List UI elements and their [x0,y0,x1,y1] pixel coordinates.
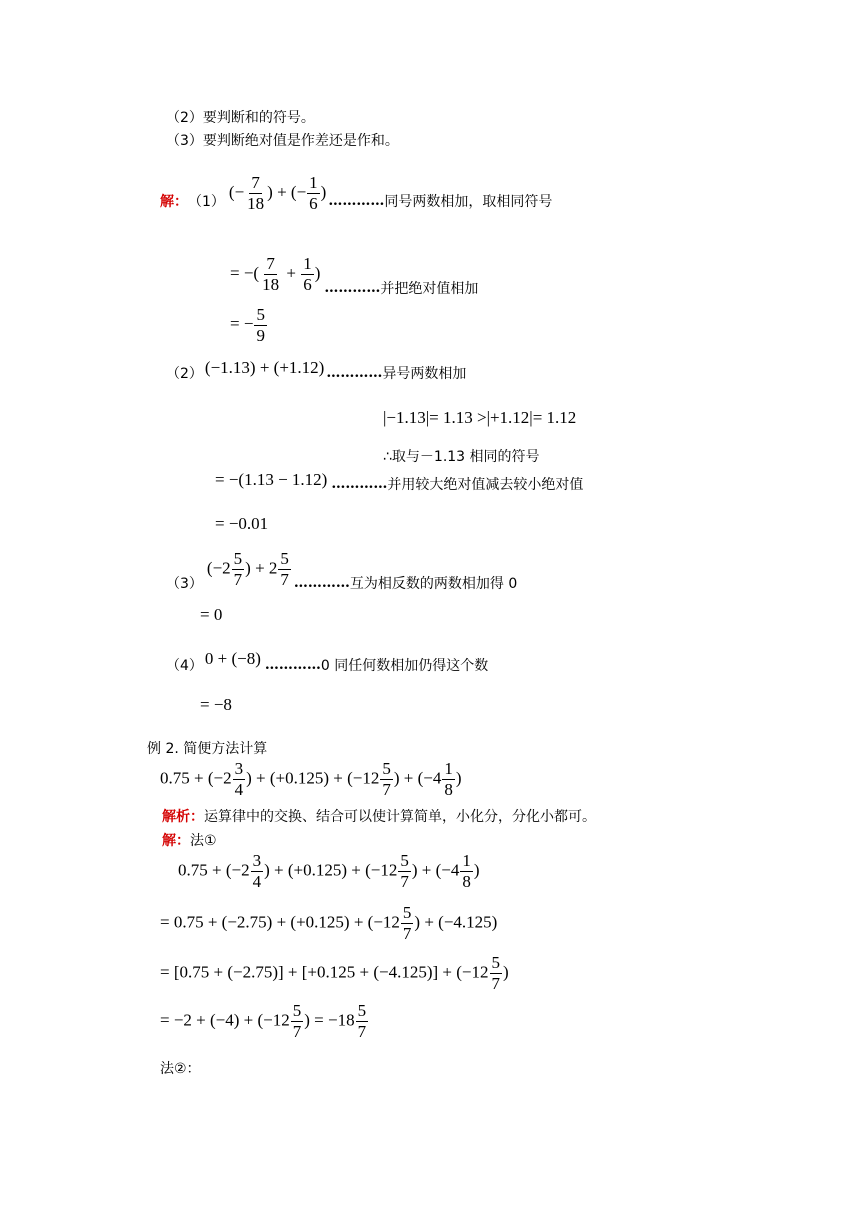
part-2-line-1 [166,358,467,383]
method-1-step-2: = [0.75 + (−2.75)] + [+0.125 + (−4.125)] + (−12 $\frac{5}{7}$ ) [160,953,509,993]
part-1-step-2: = −( $\frac{7}{18}$ + $\frac{1}{6}$ ) [230,253,321,294]
dots: ………… [331,476,388,492]
solution-label-2: 解： [162,833,190,849]
part-2-line-2 [215,470,584,494]
abs-compare: |−1.13|= 1.13 >|+1.12|= 1.12 [383,408,577,427]
part-1-line-2 [230,250,478,298]
part-2-expression: (−1.13) + (+1.12) [204,358,325,377]
dots: ………… [264,657,321,673]
example-2-title: 例 2. 简便方法计算 [147,741,268,757]
part-2-result: = −0.01 [215,514,269,533]
method-1-label: 法① [190,833,217,849]
part-4-label: （4） [166,658,203,674]
example-2-expression: 0.75 + (−2 $\frac{3}{4}$ ) + (+0.125) + (−12 $\frac{5}{7}$ ) + (−4 $\frac{1}{8}$ ) [160,759,462,799]
dots: ………… [293,575,350,591]
dots: ………… [324,280,381,296]
part-1-result: = − $\frac{5}{9}$ [230,305,265,345]
part-3-comment: 互为相反数的两数相加得 0 [349,576,518,592]
part-3-result: = 0 [200,605,223,624]
therefore-sign: ∴取与－1.13 相同的符号 [383,449,540,465]
part-2-comment-2: 并用较大绝对值减去较小绝对值 [387,477,584,493]
part-1-expression: (− $\frac{7}{18}$ ) + (− $\frac{1}{6}$ ) [228,173,327,213]
part-4-comment: 0 同任何数相加仍得这个数 [320,658,489,674]
part-4-line-1 [166,649,489,675]
dots: ………… [328,193,385,210]
method-1-step-1: = 0.75 + (−2.75) + (+0.125) + (−12 $\frac{5}{7}$ ) + (−4.125) [160,903,498,943]
part-2-comment-1: 异号两数相加 [382,366,467,382]
part-4-expression: 0 + (−8) [204,649,261,668]
part-2-label: （2） [166,366,203,382]
part-2-step-2: = −(1.13 − 1.12) [215,470,328,489]
solution-label: 解： [160,194,188,211]
part-1-line-1 [160,173,553,213]
analysis-text: 运算律中的交换、结合可以使计算简单，小化分，分化小都可。 [204,809,596,825]
part-3-expression: (−2 $\frac{5}{7}$ ) + 2 $\frac{5}{7}$ [206,548,289,589]
analysis-line [162,806,596,826]
part-1-label: （1） [188,194,225,211]
part-4-result: = −8 [200,695,232,714]
note-3: （3）要判断绝对值是作差还是作和。 [166,133,399,149]
method-2-label: 法②： [160,1061,201,1077]
part-1-comment-1: 同号两数相加，取相同符号 [384,194,553,211]
part-3-line-1 [166,545,517,593]
analysis-label: 解析： [162,809,204,825]
part-1-comment-2: 并把绝对值相加 [380,281,479,297]
method-1-step-3: = −2 + (−4) + (−12 $\frac{5}{7}$ ) = −18 $\frac{5}{7}$ [160,1001,367,1041]
method-1-step-0: 0.75 + (−2 $\frac{3}{4}$ ) + (+0.125) + (−12 $\frac{5}{7}$ ) + (−4 $\frac{1}{8}$ ) [178,851,480,891]
solution-line [162,830,217,850]
note-2: （2）要判断和的符号。 [166,110,315,126]
dots: ………… [326,365,383,381]
part-3-label: （3） [166,576,203,592]
